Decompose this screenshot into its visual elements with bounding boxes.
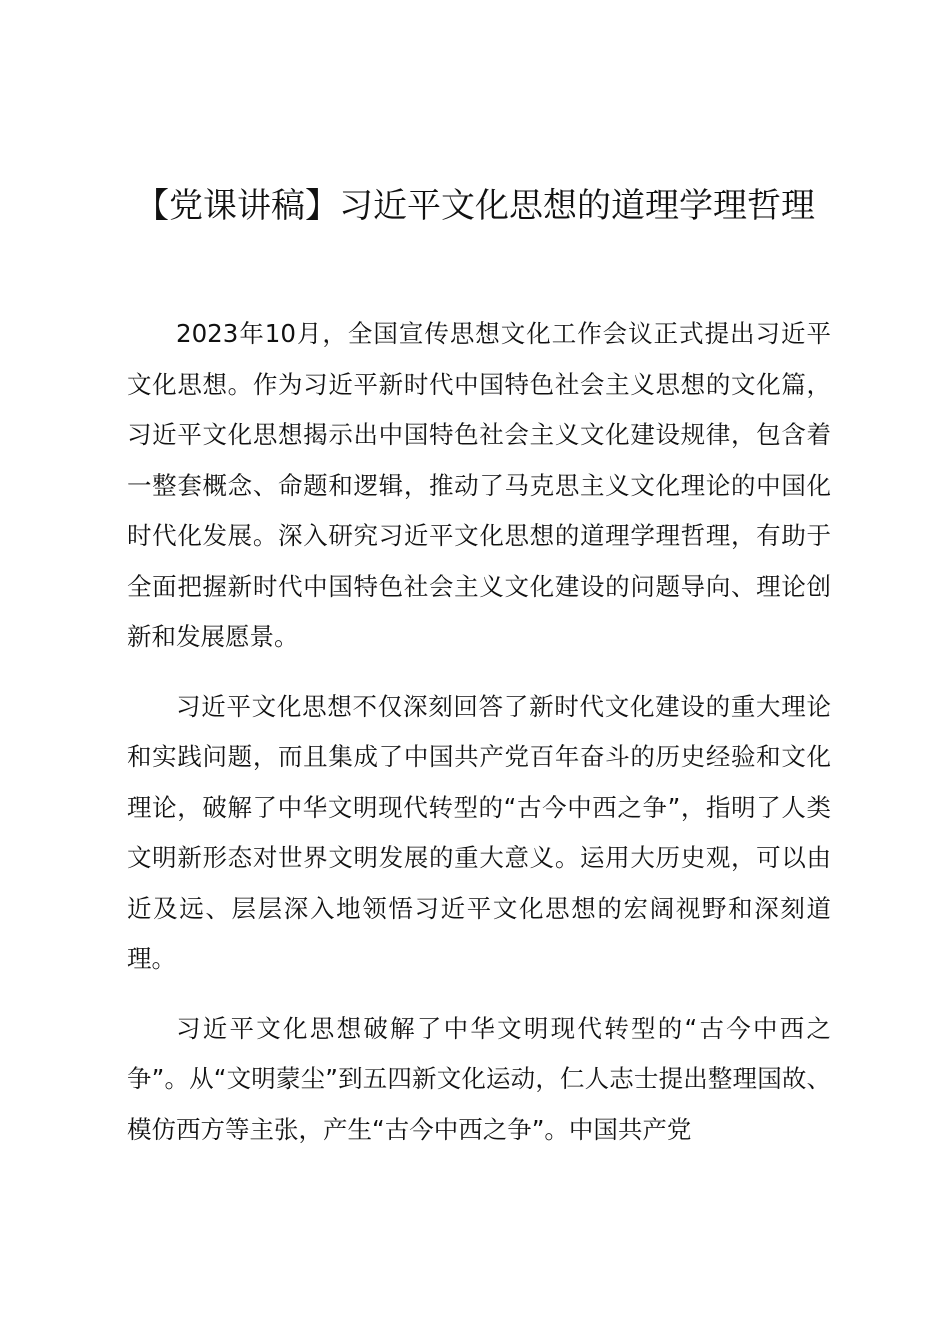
paragraph-3: 习近平文化思想破解了中华文明现代转型的“古今中西之争”。从“文明蒙尘”到五四新文化运动，仁人志士提出整理国故、模仿西方等主张，产生“古今中西之争”。中国共产党	[127, 1013, 831, 1144]
paragraph-2: 习近平文化思想不仅深刻回答了新时代文化建设的重大理论和实践问题，而且集成了中国共产党百年奋斗的历史经验和文化理论，破解了中华文明现代转型的“古今中西之争”，指明了人类文明新形态对世界文明发展的重大意义。运用大历史观，可以由近及远、层层深入地领悟习近平文化思想的宏阔视野和深刻道理。	[127, 691, 831, 973]
paragraph-1: 2023年10月，全国宣传思想文化工作会议正式提出习近平文化思想。作为习近平新时代中国特色社会主义思想的文化篇，习近平文化思想揭示出中国特色社会主义文化建设规律，包含着一整套概念、命题和逻辑，推动了马克思主义文化理论的中国化时代化发展。深入研究习近平文化思想的道理学理哲理，有助于全面把握新时代中国特色社会主义文化建设的问题导向、理论创新和发展愿景。	[127, 319, 831, 651]
document-body	[127, 309, 831, 1174]
document-title: 【党课讲稿】习近平文化思想的道理学理哲理	[135, 186, 815, 226]
